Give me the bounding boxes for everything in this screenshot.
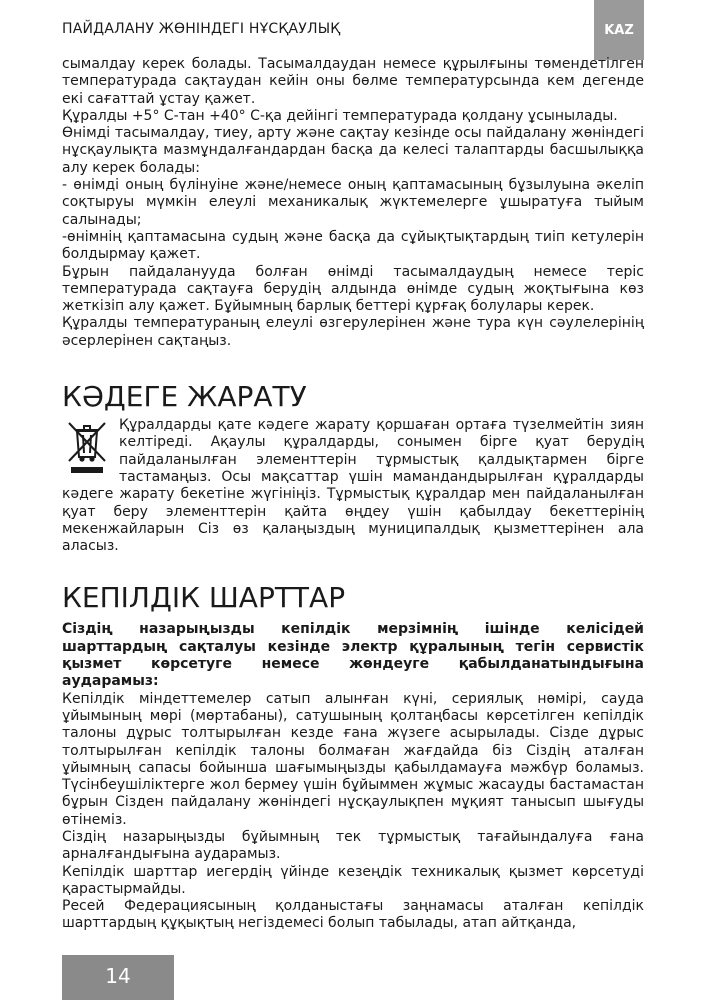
page-content [62,56,644,933]
page-number-box [62,955,174,1000]
warranty-paragraph: Сіздің назарыңызды бұйымның тек тұрмыстық тағайындалуға ғана арналғандығына аударамыз. [62,828,644,863]
intro-paragraph: Құралды температураның елеулі өзгерулерінен және тура күн сәулелерінің әсерлерінен сақтаңыз. [62,315,644,349]
warranty-heading: КЕПІЛДІК ШАРТТАР [62,581,346,615]
warranty-intro-bold: Сіздің назарыңызды кепілдік мерзімнің ішінде келісідей шарттардың сақталуы кезінде электр құралының тегін сервистік қызмет көрсетуге немесе жөндеуге қабылданатындығына аударамыз: [62,621,644,690]
manual-title: ПАЙДАЛАНУ ЖӨНІНДЕГІ НҰСҚАУЛЫҚ [62,21,341,37]
disposal-text: Құралдарды қате кәдеге жарату қоршаған ортаға түзелмейтін зиян келтіреді. Ақаулы құралдарды, сонымен бірге қуат берудің пайдаланылған элементтерін тұрмыстық қалдықтармен бірге тастамаңыз. Осы мақсаттар үшін мамандандырылған құралдарды кәдеге жарату бекетіне жүгініңіз. Тұрмыстық құралдар мен пайдаланылған қуат беру элементтерін қайта өңдеу үшін қабылдау бекеттерінің мекенжайларын Сіз өз қалаңыздың муниципалдық қызметтерінен ала аласыз. [62,417,644,555]
intro-paragraph: Құралды +5° С-тан +40° С-қа дейінгі температурада қолдану ұсынылады. [62,107,618,124]
crossed-out-wheelie-bin-icon [65,419,109,475]
intro-paragraph: Бұрын пайдаланууда болған өнімді тасымалдаудың немесе теріс температурада сақтауға берудің алдында өнімде судың жоқтығына көз жеткізіп алу қажет. Бұйымның барлық беттері құрғақ болулары керек. [62,263,644,315]
disposal-section [62,417,644,555]
intro-paragraph: -өнімнің қаптамасына судың және басқа да сұйықтықтардың тиіп кетулерін болдырмау қажет. [62,228,644,263]
page-header [0,0,705,60]
warranty-paragraph: Кепілдік міндеттемелер сатып алынған күні, сериялық нөмірі, сауда ұйымының мөрі (мөртабаны), сатушының қолтаңбасы көрсетілген кепілдік талоны дұрыс толтырылған кезде ғана жүзеге асырылады. Сізде дұрыс толтырылған кепілдік талоны болмаған жағдайда біз Сіздің аталған ұйымның сапасы бойынша шағымыңызды қабылдамауға мәжбүр боламыз. Түсінбеушіліктерге жол бермеу үшін бұйыммен жұмыс жасауды бастамастан бұрын Сізден пайдалану жөніндегі нұсқаулықпен мұқият танысып шығуды өтінеміз. [62,690,644,828]
language-badge: KAZ [594,0,644,60]
warranty-paragraph: Кепілдік шарттар иегердің үйінде кезеңдік техникалық қызмет көрсетуді қарастырмайды. [62,863,644,897]
intro-paragraph: Өнімді тасымалдау, тиеу, арту және сақтау кезінде осы пайдалану жөніндегі нұсқаулықта мазмұндалғандардан басқа да келесі талаптарды басшылыққа алу керек болады: [62,125,644,176]
page-number: 14 [105,964,131,988]
warranty-paragraph: Ресей Федерациясының қолданыстағы заңнамасы аталған кепілдік шарттардың құқықтың негіздемесі болып табылады, атап айтқанда, [62,898,644,932]
disposal-heading: КӘДЕГЕ ЖАРАТУ [62,380,307,414]
intro-paragraph: - өнімді оның бүлінуіне және/немесе оның қаптамасының бұзылуына әкеліп соқтыруы мүмкін елеулі механикалық жүктемелерге ұшыратуға тыйым салынады; [62,177,644,228]
intro-paragraph: сымалдау керек болады. Тасымалдаудан немесе құрылғыны төмендетілген температурада сақтаудан кейін оны бөлме температурсында кем дегенде екі сағаттай ұстау қажет. [62,56,644,107]
